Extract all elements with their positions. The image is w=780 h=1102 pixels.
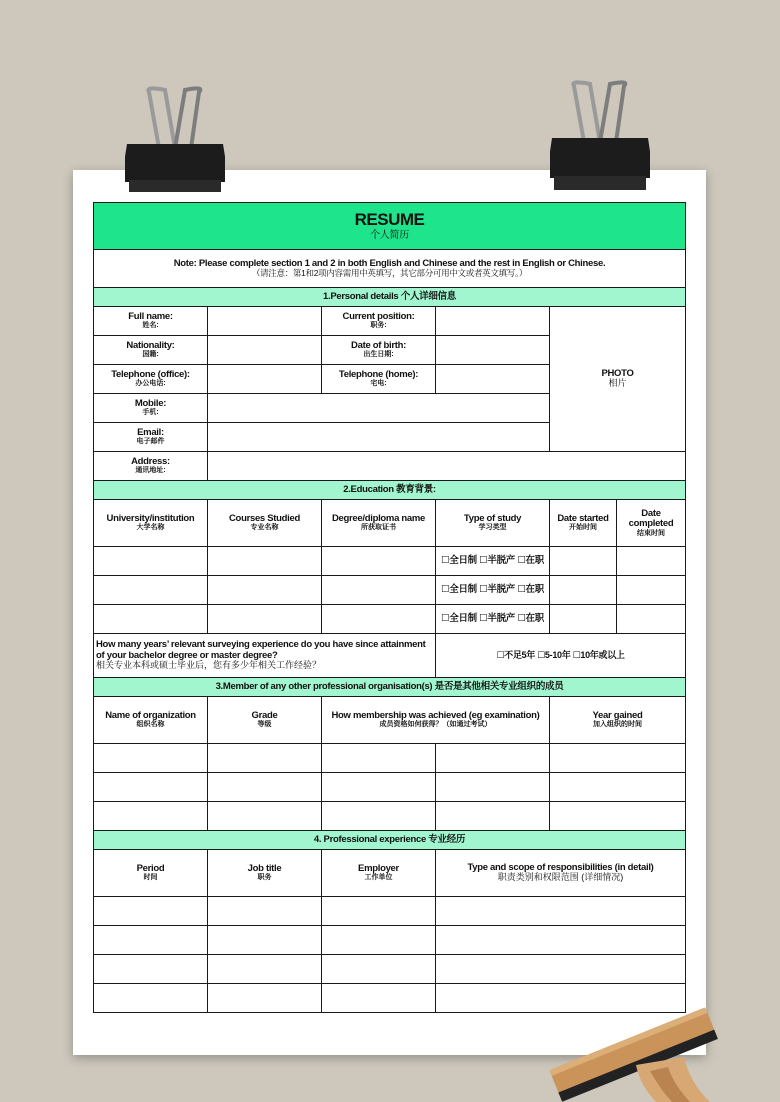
job-header-employer: Employer 工作单位: [322, 850, 436, 897]
edu-cell[interactable]: [550, 547, 617, 576]
nationality-label: Nationality: 国籍:: [94, 336, 208, 365]
org-cell[interactable]: [322, 744, 436, 773]
org-header-name: Name of organization 组织名称: [94, 697, 208, 744]
org-cell[interactable]: [322, 773, 436, 802]
address-field[interactable]: [208, 452, 686, 481]
org-cell[interactable]: [436, 802, 550, 831]
tel-office-label: Telephone (office): 办公电话:: [94, 365, 208, 394]
table-row: [94, 547, 686, 576]
nationality-field[interactable]: [208, 336, 322, 365]
org-cell[interactable]: [322, 802, 436, 831]
stamp-icon: [540, 985, 780, 1102]
job-cell[interactable]: [322, 897, 436, 926]
resume-header: [94, 203, 686, 250]
edu-cell[interactable]: [617, 576, 686, 605]
edu-cell[interactable]: [94, 605, 208, 634]
job-header-period: Period 时间: [94, 850, 208, 897]
binder-clip-icon: [550, 80, 650, 192]
section-experience-title: 4. Professional experience 专业经历: [94, 831, 686, 850]
edu-cell[interactable]: [94, 576, 208, 605]
tel-home-field[interactable]: [436, 365, 550, 394]
mobile-field[interactable]: [208, 394, 550, 423]
resume-form: [93, 202, 686, 1013]
tel-office-field[interactable]: [208, 365, 322, 394]
table-row: [94, 576, 686, 605]
section-membership-title: 3.Member of any other professional organisation(s) 是否是其他相关专业组织的成员: [94, 678, 686, 697]
edu-header-degree: Degree/diploma name 所获取证书: [322, 500, 436, 547]
table-row: [94, 605, 686, 634]
edu-cell[interactable]: [94, 547, 208, 576]
email-field[interactable]: [208, 423, 550, 452]
table-row: [94, 773, 686, 802]
dob-label: Date of birth: 出生日期:: [322, 336, 436, 365]
job-cell[interactable]: [94, 897, 208, 926]
job-header-title: Job title 职务: [208, 850, 322, 897]
page-subtitle: 个人简历: [370, 229, 409, 241]
dob-field[interactable]: [436, 336, 550, 365]
job-cell[interactable]: [436, 897, 686, 926]
section-education-title: 2.Education 教育背景:: [94, 481, 686, 500]
org-cell[interactable]: [94, 802, 208, 831]
job-cell[interactable]: [208, 897, 322, 926]
job-cell[interactable]: [322, 926, 436, 955]
edu-cell[interactable]: [617, 547, 686, 576]
table-row: [94, 955, 686, 984]
org-cell[interactable]: [208, 744, 322, 773]
org-header-how: How membership was achieved (eg examination) 成员资格如何获得？（如通过考试）: [322, 697, 550, 744]
org-cell[interactable]: [550, 802, 686, 831]
table-row: [94, 744, 686, 773]
org-cell[interactable]: [550, 744, 686, 773]
edu-cell[interactable]: [208, 576, 322, 605]
current-position-field[interactable]: [436, 307, 550, 336]
edu-header-end: Date completed 结束时间: [617, 500, 686, 547]
org-cell[interactable]: [436, 744, 550, 773]
full-name-field[interactable]: [208, 307, 322, 336]
table-row: [94, 926, 686, 955]
org-header-grade: Grade 等级: [208, 697, 322, 744]
org-cell[interactable]: [94, 773, 208, 802]
edu-cell[interactable]: [550, 576, 617, 605]
current-position-label: Current position: 职务:: [322, 307, 436, 336]
mobile-label: Mobile: 手机:: [94, 394, 208, 423]
note-text: Note: Please complete section 1 and 2 in both English and Chinese and the rest in English or Chinese.: [173, 257, 606, 269]
job-header-scope: Type and scope of responsibilities (in detail) 职责类别和权限范围 (详细情况): [436, 850, 686, 897]
org-cell[interactable]: [94, 744, 208, 773]
photo-box[interactable]: PHOTO 相片: [550, 307, 686, 452]
job-cell[interactable]: [322, 984, 436, 1013]
org-cell[interactable]: [208, 802, 322, 831]
address-label: Address: 通讯地址:: [94, 452, 208, 481]
org-header-year: Year gained 加入组织的时间: [550, 697, 686, 744]
job-cell[interactable]: [94, 955, 208, 984]
edu-cell[interactable]: [617, 605, 686, 634]
table-row: [94, 802, 686, 831]
full-name-label: Full name: 姓名:: [94, 307, 208, 336]
page-title: RESUME: [354, 210, 425, 230]
edu-cell[interactable]: [550, 605, 617, 634]
note-cell: [94, 250, 686, 288]
job-cell[interactable]: [208, 984, 322, 1013]
binder-clip-icon: [125, 86, 225, 194]
edu-header-courses: Courses Studied 专业名称: [208, 500, 322, 547]
org-cell[interactable]: [550, 773, 686, 802]
org-cell[interactable]: [208, 773, 322, 802]
edu-cell[interactable]: [208, 547, 322, 576]
job-cell[interactable]: [94, 984, 208, 1013]
study-type-checkboxes[interactable]: ☐全日制 ☐半脱产 ☐在职: [436, 547, 550, 576]
experience-years-checkboxes[interactable]: ☐不足5年 ☐5-10年 ☐10年或以上: [436, 634, 686, 678]
org-cell[interactable]: [436, 773, 550, 802]
edu-cell[interactable]: [322, 547, 436, 576]
section-personal-title: 1.Personal details 个人详细信息: [94, 288, 686, 307]
note-text-cn: （请注意：第1和2项内容需用中英填写，其它部分可用中文或者英文填写。）: [251, 268, 528, 279]
edu-header-start: Date started 开始时间: [550, 500, 617, 547]
experience-question: How many years’ relevant surveying experience do you have since attainment of your bachelor degree or master degree? 相关专业本科或硕士毕业后，您有多少年相关工作经验？: [94, 634, 436, 678]
job-cell[interactable]: [436, 926, 686, 955]
study-type-checkboxes[interactable]: ☐全日制 ☐半脱产 ☐在职: [436, 605, 550, 634]
study-type-checkboxes[interactable]: ☐全日制 ☐半脱产 ☐在职: [436, 576, 550, 605]
edu-cell[interactable]: [322, 576, 436, 605]
job-cell[interactable]: [322, 955, 436, 984]
table-row: [94, 897, 686, 926]
email-label: Email: 电子邮件: [94, 423, 208, 452]
tel-home-label: Telephone (home): 宅电:: [322, 365, 436, 394]
job-cell[interactable]: [208, 955, 322, 984]
edu-header-university: University/institution 大学名称: [94, 500, 208, 547]
edu-cell[interactable]: [322, 605, 436, 634]
job-cell[interactable]: [208, 926, 322, 955]
edu-cell[interactable]: [208, 605, 322, 634]
edu-header-type: Type of study 学习类型: [436, 500, 550, 547]
job-cell[interactable]: [436, 955, 686, 984]
job-cell[interactable]: [94, 926, 208, 955]
